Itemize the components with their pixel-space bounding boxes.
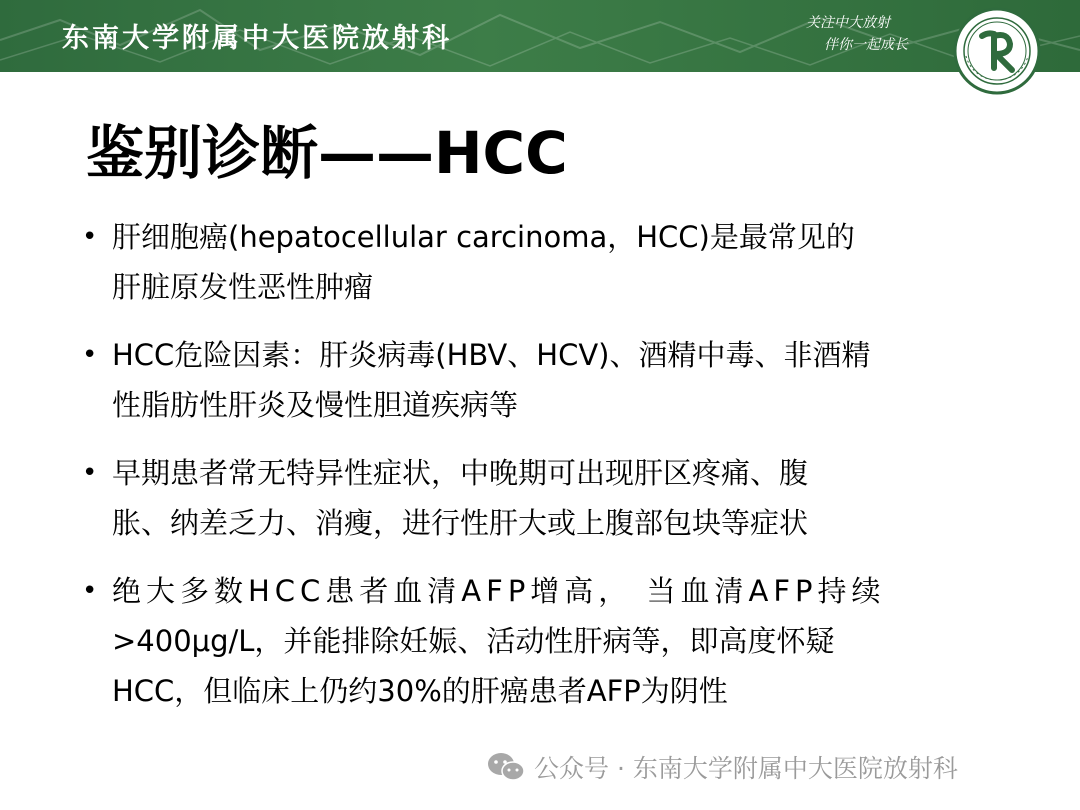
bullet-line: 性脂肪性肝炎及慢性胆道疾病等 (112, 388, 519, 422)
header-banner (0, 0, 1080, 72)
bullet-line: 早期患者常无特异性症状，中晚期可出现肝区疼痛、腹 (112, 456, 809, 490)
bullet-item (82, 330, 1012, 430)
slogan-line1: 关注中大放射 (806, 15, 890, 31)
bullet-text (112, 330, 1012, 430)
bullet-text (112, 212, 1012, 312)
bullet-line: HCC，但临床上仍约30%的肝癌患者AFP为阴性 (112, 674, 728, 708)
bullet-line: 胀、纳差乏力、消瘦，进行性肝大或上腹部包块等症状 (112, 506, 809, 540)
bullet-dot: • (82, 340, 98, 370)
bullet-dot: • (82, 458, 98, 488)
bullet-text (112, 566, 1012, 716)
bullet-item (82, 448, 1012, 548)
bullet-dot: • (82, 576, 98, 606)
bullet-dot: • (82, 222, 98, 252)
bullet-item (82, 212, 1012, 312)
bullet-line: 肝脏原发性恶性肿瘤 (112, 270, 374, 304)
slide-title: 鉴别诊断——HCC (86, 119, 568, 187)
org-name: 东南大学附属中大医院放射科 (62, 23, 452, 54)
bullet-line: >400μg/L，并能排除妊娠、活动性肝病等，即高度怀疑 (112, 624, 835, 658)
footer-source (486, 749, 958, 785)
slogan (806, 12, 908, 56)
bullet-line: 肝细胞癌(hepatocellular carcinoma，HCC)是最常见的 (112, 220, 855, 254)
slogan-line2: 伴你一起成长 (824, 37, 908, 53)
radiology-logo-icon (952, 6, 1042, 96)
bullet-text (112, 448, 1012, 548)
bullet-item (82, 566, 1012, 716)
wechat-icon (486, 751, 526, 783)
footer-text: 公众号 · 东南大学附属中大医院放射科 (534, 754, 958, 783)
bullet-line: 绝大多数HCC患者血清AFP增高， 当血清AFP持续 (112, 574, 886, 608)
bullet-line: HCC危险因素：肝炎病毒(HBV、HCV)、酒精中毒、非酒精 (112, 338, 871, 372)
bullet-list (82, 212, 1012, 734)
